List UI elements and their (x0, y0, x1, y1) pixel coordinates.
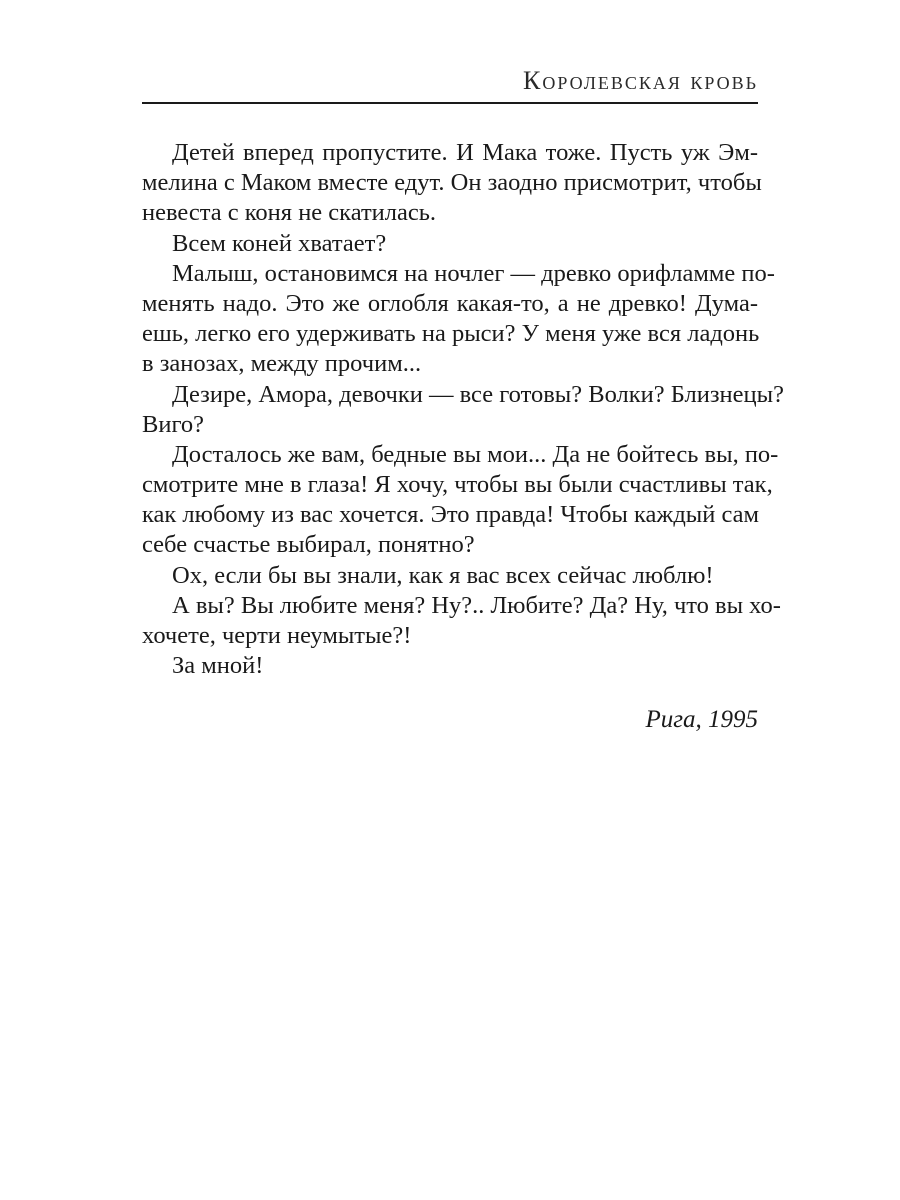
text-line: А вы? Вы любите меня? Ну?.. Любите? Да? Ну, что вы хо- (172, 591, 781, 619)
text-line: За мной! (172, 652, 264, 680)
text-line: себе счастье выбирал, понятно? (142, 531, 475, 559)
body-text (142, 138, 784, 681)
text-line: Всем коней хватает? (172, 229, 387, 257)
text-line: Детей вперед пропустите. И Мака тоже. Пусть уж Эм- (172, 139, 758, 166)
text-line: в занозах, между прочим... (142, 350, 422, 378)
text-line: Досталось же вам, бедные вы мои... Да не бойтесь вы, по- (172, 440, 779, 468)
running-title: Королевская кровь (523, 66, 758, 95)
text-line: менять надо. Это же оглобля какая-то, а не древко! Дума- (142, 289, 758, 317)
text-line: как любому из вас хочется. Это правда! Чтобы каждый сам (142, 501, 760, 529)
text-line: невеста с коня не скатилась. (142, 199, 437, 227)
text-line: смотрите мне в глаза! Я хочу, чтобы вы были счастливы так, (142, 471, 773, 499)
text-line: Малыш, остановимся на ночлег — древко орифламме по- (172, 259, 775, 287)
text-line: Дезире, Амора, девочки — все готовы? Волки? Близнецы? (172, 380, 784, 408)
text-line: хочете, черти неумытые?! (142, 622, 412, 649)
running-header (142, 62, 758, 104)
place-date-signature: Рига, 1995 (645, 706, 758, 733)
text-line: Виго? (142, 410, 205, 438)
text-line: Ох, если бы вы знали, как я вас всех сейчас люблю! (172, 561, 714, 589)
text-line: ешь, легко его удерживать на рыси? У меня уже вся ладонь (142, 320, 760, 348)
text-line: мелина с Маком вместе едут. Он заодно присмотрит, чтобы (142, 169, 762, 197)
